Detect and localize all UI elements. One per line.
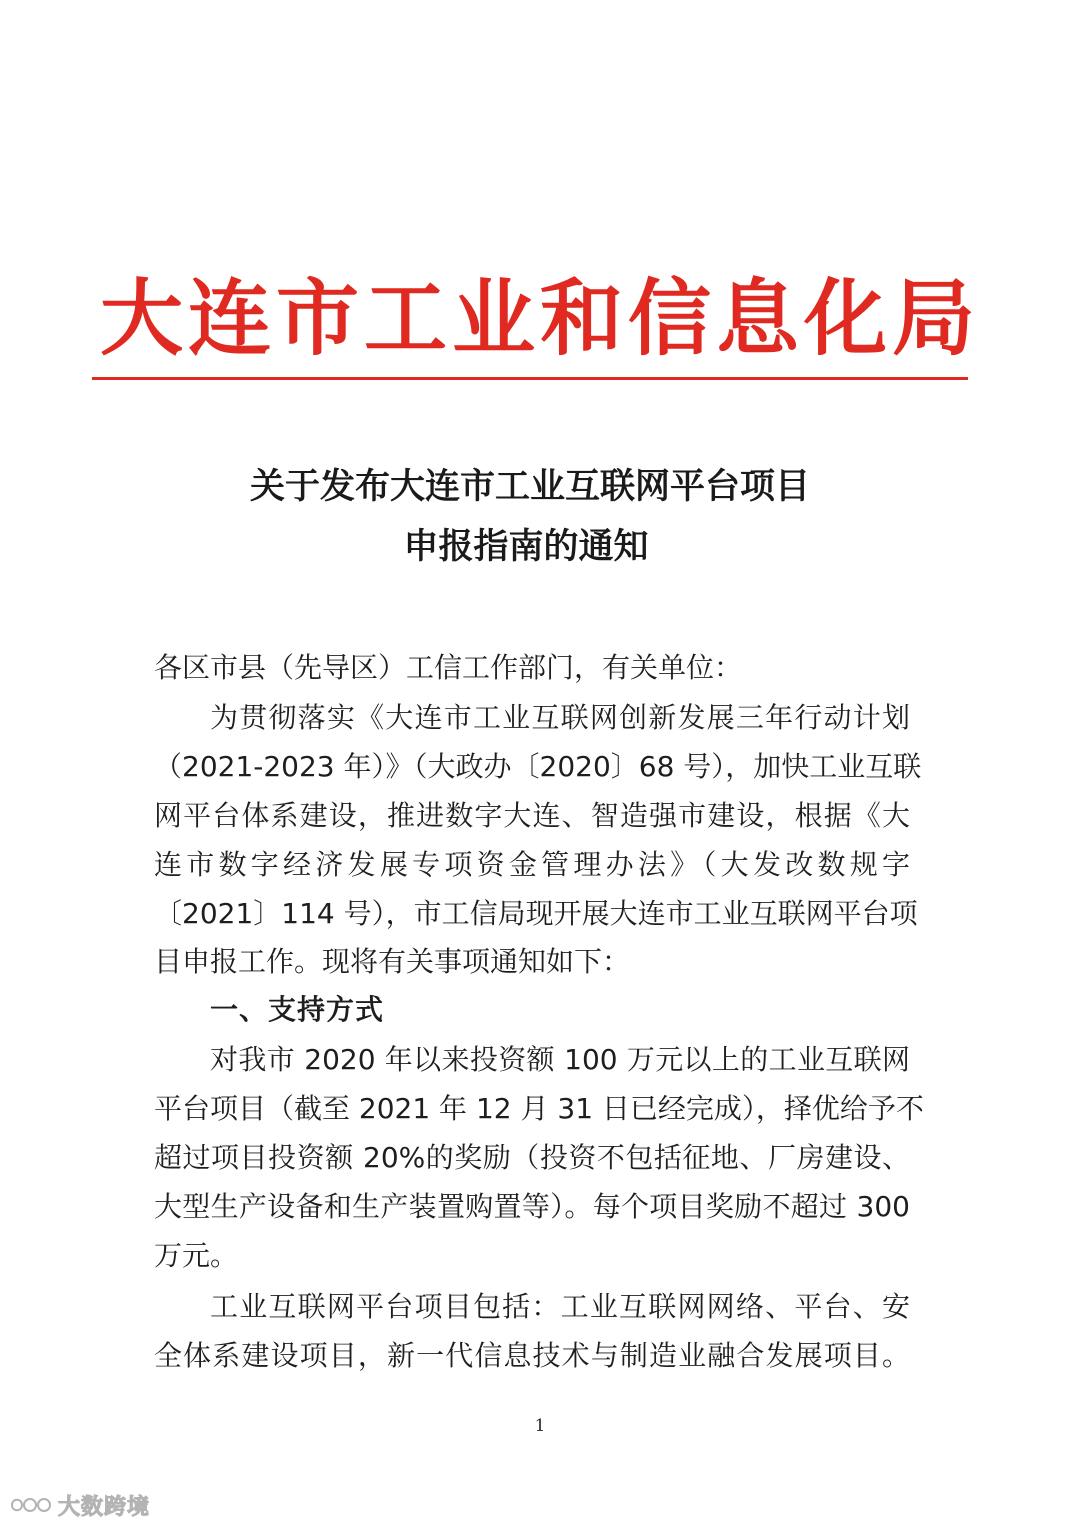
support-paragraph-line: 大型生产设备和生产装置购置等）。每个项目奖励不超过 300 bbox=[154, 1190, 910, 1223]
red-divider-line bbox=[92, 377, 968, 380]
support-paragraph-line: 对我市 2020 年以来投资额 100 万元以上的工业互联网 bbox=[210, 1043, 910, 1076]
intro-paragraph-line: 为贯彻落实《大连市工业互联网创新发展三年行动计划 bbox=[210, 701, 910, 734]
watermark-text: 大数跨境 bbox=[58, 1494, 151, 1520]
intro-paragraph-line: 目申报工作。现将有关事项通知如下： bbox=[154, 945, 631, 978]
watermark-logo-icon bbox=[8, 1493, 54, 1517]
intro-paragraph-line: 〔2021〕114 号），市工信局现开展大连市工业互联网平台项 bbox=[154, 897, 918, 930]
support-paragraph-line: 平台项目（截至 2021 年 12 月 31 日已经完成），择优给予不 bbox=[154, 1092, 924, 1125]
section-heading-support-method: 一、支持方式 bbox=[210, 993, 385, 1026]
document-title-line-1: 关于发布大连市工业互联网平台项目 bbox=[249, 466, 810, 507]
issuer-header: 大连市工业和信息化局 bbox=[100, 269, 980, 367]
intro-paragraph-line: （2021-2023 年）》（大政办〔2020〕68 号），加快工业互联 bbox=[154, 750, 922, 783]
addressee: 各区市县（先导区）工信工作部门，有关单位： bbox=[154, 651, 743, 684]
scope-paragraph-line: 全体系建设项目，新一代信息技术与制造业融合发展项目。 bbox=[154, 1339, 910, 1372]
intro-paragraph-line: 网平台体系建设，推进数字大连、智造强市建设，根据《大 bbox=[154, 799, 910, 832]
page-number: 1 bbox=[534, 1416, 546, 1436]
document-title-line-2: 申报指南的通知 bbox=[403, 526, 649, 567]
intro-paragraph-line: 连市数字经济发展专项资金管理办法》（大发改数规字 bbox=[154, 848, 910, 881]
support-paragraph-line: 超过项目投资额 20%的奖励（投资不包括征地、厂房建设、 bbox=[154, 1141, 910, 1174]
support-paragraph-line: 万元。 bbox=[154, 1239, 239, 1272]
scope-paragraph-line: 工业互联网平台项目包括：工业互联网网络、平台、安 bbox=[210, 1290, 910, 1323]
watermark bbox=[8, 1490, 150, 1520]
